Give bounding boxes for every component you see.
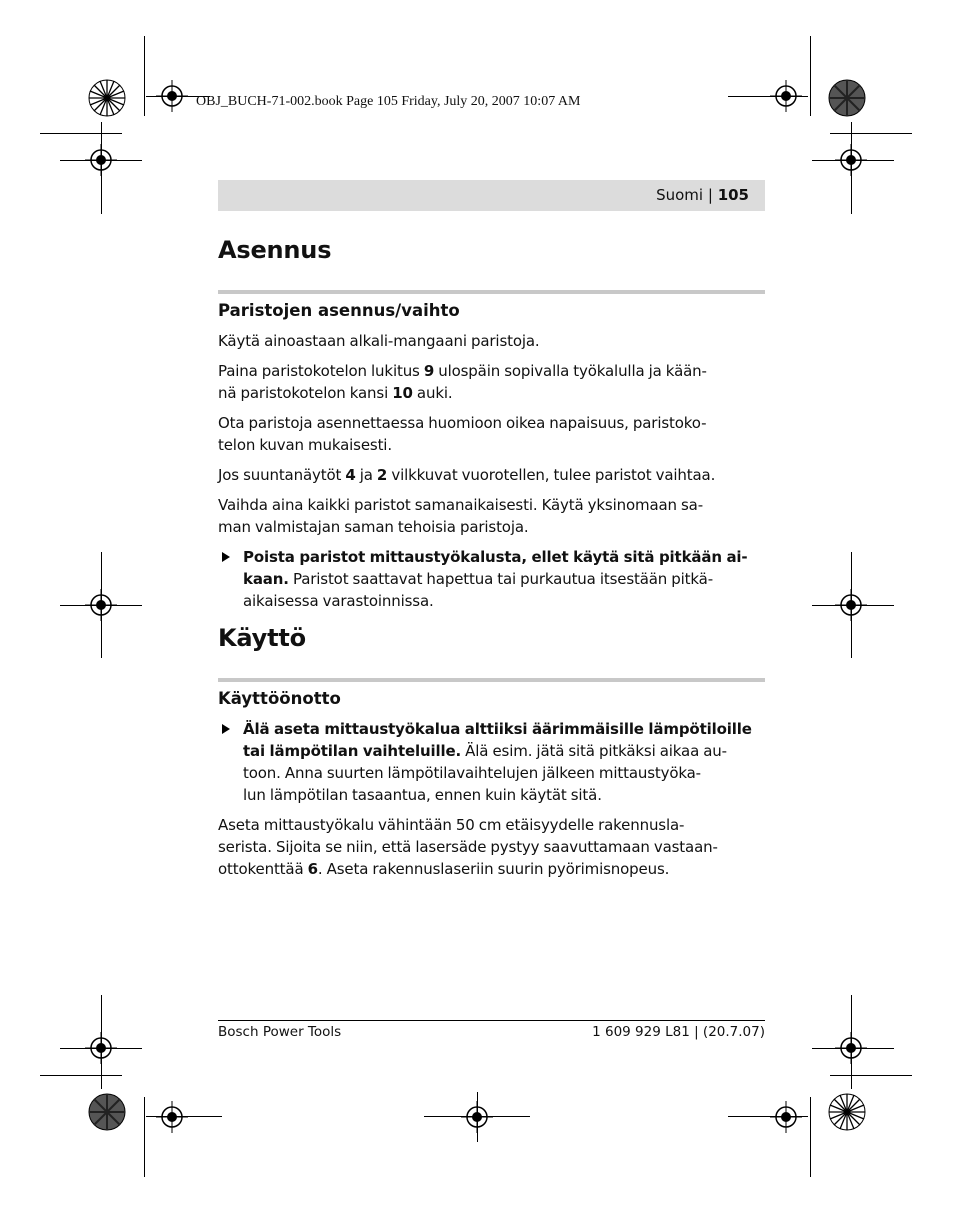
section-title-asennus: Asennus <box>218 236 332 264</box>
subsection-title-startup: Käyttöönotto <box>218 689 341 708</box>
registration-target-icon <box>156 1101 188 1133</box>
header-language: Suomi <box>656 186 704 204</box>
footer-publisher: Bosch Power Tools <box>218 1024 342 1040</box>
warning-bullet-icon <box>222 552 230 562</box>
starburst-mark-icon <box>88 79 126 117</box>
page-content <box>218 232 765 888</box>
paragraph: Aseta mittaustyökalu vähintään 50 cm etäisyydelle rakennusla- serista. Sijoita se niin, että lasersäde pystyy saavuttamaan vastaan- ottokenttää 6. Aseta rakennuslaseriin suurin pyörimisnopeus. <box>218 816 718 878</box>
registration-target-icon <box>835 589 867 621</box>
safety-warning: Älä aseta mittaustyökalua alttiiksi äärimmäisille lämpötiloille tai lämpötilan vaihteluille. Älä esim. jätä sitä pitkäksi aikaa au- toon. Anna suurten lämpötilavaihtelujen jälkeen mittaustyöka- lun lämpötilan tasaantua, ennen kuin käytät sitä. <box>218 718 765 806</box>
registration-target-icon <box>835 1032 867 1064</box>
header-label <box>656 186 749 204</box>
starburst-mark-icon <box>88 1093 126 1131</box>
page-number: 105 <box>717 186 749 204</box>
header-separator: | <box>707 186 713 204</box>
print-slug: OBJ_BUCH-71-002.book Page 105 Friday, July 20, 2007 10:07 AM <box>196 94 581 109</box>
registration-target-icon <box>156 80 188 112</box>
registration-target-icon <box>461 1101 493 1133</box>
safety-warning: Poista paristot mittaustyökalusta, ellet käytä sitä pitkään ai- kaan. Paristot saattavat hapettua tai purkautua itsestään pitkä- aikaisessa varastoinnissa. <box>218 546 765 612</box>
page-header <box>218 180 765 211</box>
registration-target-icon <box>770 1101 802 1133</box>
paragraph: Käytä ainoastaan alkali-mangaani paristoja. <box>218 332 540 350</box>
registration-target-icon <box>85 144 117 176</box>
paragraph: Ota paristoja asennettaessa huomioon oikea napaisuus, paristoko- telon kuvan mukaisesti. <box>218 414 707 454</box>
registration-target-icon <box>835 144 867 176</box>
starburst-mark-icon <box>828 79 866 117</box>
paragraph: Jos suuntanäytöt 4 ja 2 vilkkuvat vuorotellen, tulee paristot vaihtaa. <box>218 466 716 484</box>
section-divider <box>218 290 765 294</box>
starburst-mark-icon <box>828 1093 866 1131</box>
registration-target-icon <box>85 589 117 621</box>
section-title-kaytto: Käyttö <box>218 624 306 652</box>
warning-bullet-icon <box>222 724 230 734</box>
subsection-title-battery: Paristojen asennus/vaihto <box>218 301 460 320</box>
paragraph: Paina paristokotelon lukitus 9 ulospäin sopivalla työkalulla ja kään- nä paristokotelon kansi 10 auki. <box>218 362 707 402</box>
footer-divider <box>218 1020 765 1021</box>
footer-document-code: 1 609 929 L81 | (20.7.07) <box>592 1024 765 1040</box>
registration-target-icon <box>85 1032 117 1064</box>
registration-target-icon <box>770 80 802 112</box>
section-divider <box>218 678 765 682</box>
paragraph: Vaihda aina kaikki paristot samanaikaisesti. Käytä yksinomaan sa- man valmistajan saman tehoisia paristoja. <box>218 496 703 536</box>
